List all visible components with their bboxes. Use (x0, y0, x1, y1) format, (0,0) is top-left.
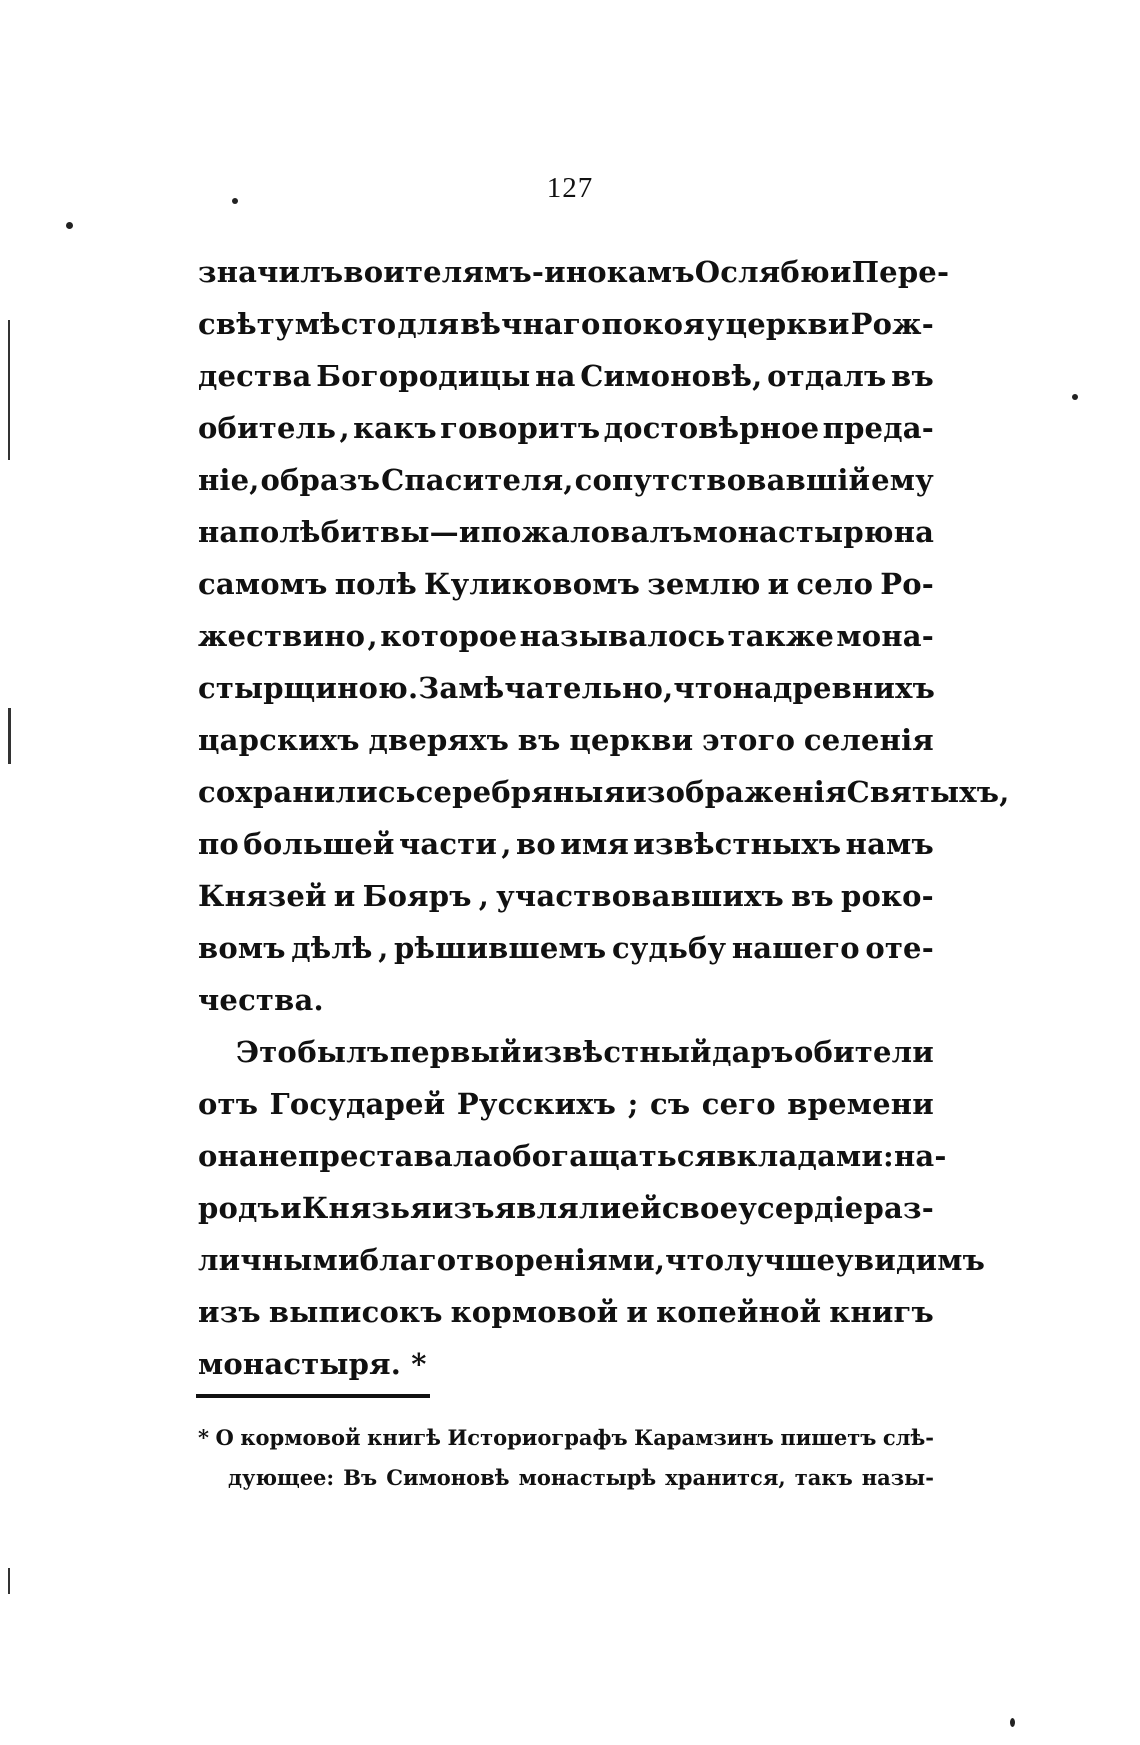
text-line-last (198, 974, 934, 1026)
word: Русскихъ (456, 1087, 617, 1121)
word: вѣчнаго (460, 307, 601, 341)
text-line (198, 922, 934, 974)
word: дества (198, 359, 312, 393)
scan-speck (232, 198, 238, 204)
word: полѣ (238, 515, 321, 549)
word: слѣ- (882, 1425, 934, 1450)
word: книгѣ (367, 1425, 441, 1450)
word: пишетъ (780, 1425, 877, 1450)
paragraph-1 (198, 246, 1010, 1026)
text-line (198, 1234, 986, 1286)
body-text (198, 246, 1010, 1390)
word: Ро- (880, 567, 934, 601)
word: какъ (353, 411, 437, 445)
word: Пере- (851, 255, 950, 289)
word: Ослябю (694, 255, 830, 289)
word: чества. (198, 983, 324, 1017)
text-line (198, 766, 1010, 818)
word: самомъ (198, 567, 328, 601)
word: Рож- (850, 307, 934, 341)
word: что (665, 1243, 725, 1277)
word: ей (621, 1191, 662, 1225)
word: нашего (731, 931, 860, 965)
word: Богородицы (316, 359, 531, 393)
word: Это (236, 1035, 297, 1069)
word: увидимъ (835, 1243, 986, 1277)
word: на (893, 515, 935, 549)
word: времени (787, 1087, 934, 1121)
text-line (198, 714, 934, 766)
text-line (198, 1130, 947, 1182)
word: обители (794, 1035, 934, 1069)
footnote (198, 1418, 934, 1498)
word: землю (647, 567, 761, 601)
word: родъ (198, 1191, 280, 1225)
word: сохранились (198, 775, 416, 809)
word: изъ (198, 1295, 261, 1329)
word: книгъ (829, 1295, 934, 1329)
word: Симоновѣ (386, 1465, 510, 1490)
word: обогащаться (492, 1139, 717, 1173)
scan-speck (66, 222, 73, 229)
word: имя (560, 827, 629, 861)
word: , (367, 619, 378, 653)
word: этого (702, 723, 796, 757)
word: Бояръ (362, 879, 472, 913)
word: нiе, (198, 463, 260, 497)
word: ; (627, 1087, 639, 1121)
word: и (626, 1295, 649, 1329)
text-line (198, 662, 934, 714)
word: она (198, 1139, 258, 1173)
word: во (516, 827, 556, 861)
word: намъ (845, 827, 934, 861)
word: свое (661, 1191, 739, 1225)
word: и (767, 567, 790, 601)
word: рѣшившемъ (394, 931, 607, 965)
word: усердiе (738, 1191, 864, 1225)
word: вкладами: (716, 1139, 894, 1173)
word: личными (198, 1243, 360, 1277)
word: жествино (198, 619, 366, 653)
word: церкви (725, 307, 850, 341)
word: изображенiя (625, 775, 847, 809)
word: говоритъ (440, 411, 601, 445)
word: О (215, 1425, 234, 1450)
word: въ (517, 723, 561, 757)
scan-speck (1072, 394, 1078, 400)
word: на (535, 359, 576, 393)
word: у (705, 307, 725, 341)
word: преставала (298, 1139, 493, 1173)
word: отдалъ (767, 359, 887, 393)
word: село (796, 567, 874, 601)
word: лучше (724, 1243, 836, 1277)
text-line (198, 558, 934, 610)
word: Симоновѣ, (580, 359, 763, 393)
text-line (198, 298, 934, 350)
text-line (198, 402, 934, 454)
word: Куликовомъ (424, 567, 641, 601)
scan-edge-mark (8, 1568, 10, 1594)
text-line (198, 246, 950, 298)
word: монастырѣ (518, 1465, 657, 1490)
text-line-last (198, 1338, 934, 1390)
word: значилъ (198, 255, 344, 289)
word: на- (893, 1139, 947, 1173)
word: преда- (822, 411, 934, 445)
paragraph-2 (198, 1026, 986, 1390)
word: раз- (863, 1191, 934, 1225)
word: мона- (836, 619, 934, 653)
word: царскихъ (198, 723, 360, 757)
word: кормовой (450, 1295, 619, 1329)
word: * (198, 1425, 209, 1450)
text-line (198, 506, 934, 558)
text-line (198, 1078, 934, 1130)
word: сего (701, 1087, 776, 1121)
footnote-line (198, 1458, 934, 1498)
word: дующее: (228, 1465, 335, 1490)
word: по (198, 827, 239, 861)
word: свѣту (198, 307, 294, 341)
word: Въ (343, 1465, 378, 1490)
page-number: 127 (546, 172, 594, 204)
word: стырщиною. (198, 671, 419, 705)
word: серебряныя (415, 775, 626, 809)
word: селенiя (803, 723, 934, 757)
word: что (673, 671, 733, 705)
word: ему (871, 463, 934, 497)
word: извѣстныхъ (633, 827, 842, 861)
word: Государей (269, 1087, 446, 1121)
word: воителямъ-инокамъ (343, 255, 695, 289)
scan-edge-mark (8, 320, 10, 460)
word: большей (243, 827, 395, 861)
word: извѣстный (521, 1035, 712, 1069)
word: съ (649, 1087, 691, 1121)
word: благотворенiями, (359, 1243, 666, 1277)
word: мѣсто (294, 307, 397, 341)
word: и (280, 1191, 302, 1225)
word: на (198, 515, 239, 549)
word: обитель (198, 411, 337, 445)
word: церкви (569, 723, 694, 757)
text-line (198, 1182, 934, 1234)
text-line (198, 454, 934, 506)
word: Спасителя, (381, 463, 574, 497)
word: назы- (861, 1465, 934, 1490)
word: полѣ (334, 567, 417, 601)
word: битвы—и (320, 515, 481, 549)
word: называлось (519, 619, 726, 653)
word: , (378, 931, 389, 965)
word: , (663, 671, 674, 705)
word: покоя (601, 307, 705, 341)
word: сопутствовавшiй (574, 463, 871, 497)
word: и (333, 879, 356, 913)
word: для (397, 307, 460, 341)
word: копейной (656, 1295, 822, 1329)
word: отъ (198, 1087, 259, 1121)
scan-edge-mark (8, 708, 11, 764)
word: въ (791, 879, 834, 913)
word: Замѣчательно (418, 671, 664, 705)
word: Карамзинъ (634, 1425, 774, 1450)
word: кормовой (240, 1425, 361, 1450)
word: пожаловалъ (480, 515, 693, 549)
word: участвовавшихъ (496, 879, 784, 913)
word: Историографъ (447, 1425, 628, 1450)
word: части (398, 827, 498, 861)
word: даръ (712, 1035, 794, 1069)
word: въ (891, 359, 934, 393)
word: древнихъ (772, 671, 936, 705)
text-line-first (198, 1026, 934, 1078)
word: изъявляли (431, 1191, 622, 1225)
word: хранится, (665, 1465, 786, 1490)
word: не (257, 1139, 299, 1173)
text-line (198, 350, 934, 402)
word: дверяхъ (368, 723, 510, 757)
word: и (829, 255, 852, 289)
text-line (198, 610, 934, 662)
word: достовѣрное (603, 411, 820, 445)
word: образъ (260, 463, 381, 497)
footnote-line (198, 1418, 934, 1458)
text-line (198, 870, 934, 922)
word: монастыря. (198, 1347, 402, 1381)
word: такъ (794, 1465, 853, 1490)
word: Святыхъ, (846, 775, 1010, 809)
word: выписокъ (268, 1295, 443, 1329)
text-line (198, 818, 934, 870)
word: оте- (865, 931, 934, 965)
word: , (501, 827, 512, 861)
word: , (478, 879, 490, 913)
word: Князей (198, 879, 327, 913)
text-line (198, 1286, 934, 1338)
word: которое (380, 619, 518, 653)
word: судьбу (611, 931, 727, 965)
word: роко- (840, 879, 934, 913)
word: монастырю (692, 515, 894, 549)
word: * (411, 1347, 427, 1381)
word: также (727, 619, 835, 653)
word: на (732, 671, 773, 705)
footnote-divider (196, 1394, 430, 1398)
word: дѣлѣ (291, 931, 373, 965)
word: Князья (301, 1191, 432, 1225)
word: былъ (297, 1035, 390, 1069)
scan-speck (1010, 1718, 1015, 1727)
word: вомъ (198, 931, 286, 965)
word: , (339, 411, 350, 445)
word: первый (389, 1035, 522, 1069)
